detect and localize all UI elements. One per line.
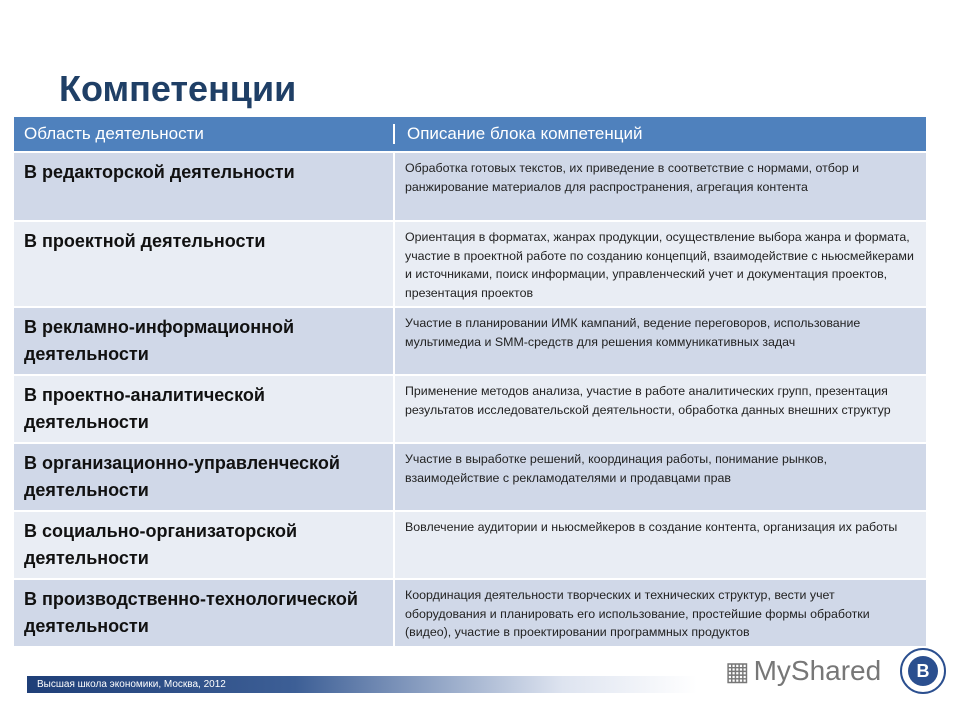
row-area: В проектной деятельности [14, 222, 395, 306]
presentation-icon: ▦ [725, 655, 750, 686]
row-area: В рекламно-информационной деятельности [14, 308, 395, 374]
university-seal-logo [900, 648, 946, 694]
header-description: Описание блока компетенций [407, 124, 643, 143]
row-area: В социально-организаторской деятельности [14, 512, 395, 578]
header-area: Область деятельности [14, 124, 395, 144]
row-description: Участие в выработке решений, координация работы, понимание рынков, взаимодействие с рекламодателями и продавцами прав [405, 452, 828, 485]
row-description: Обработка готовых текстов, их приведение в соответствие с нормами, отбор и ранжирование материалов для распространения, агрегация контента [405, 161, 860, 194]
competencies-table [14, 117, 926, 648]
row-area: В проектно-аналитической деятельности [14, 376, 395, 442]
watermark-logo [725, 655, 881, 687]
row-description: Координация деятельности творческих и технических структур, вести учет оборудования и планировать его использование, простейшие формы обработки (видео), участие в проектировании программных продуктов [405, 588, 870, 639]
watermark-text: MyShared [753, 655, 882, 686]
table-row [14, 222, 926, 308]
slide-title: Компетенции [59, 68, 297, 109]
row-area: В организационно-управленческой деятельности [14, 444, 395, 510]
row-description: Ориентация в форматах, жанрах продукции, осуществление выбора жанра и формата, участие в проектной работе по созданию концепций, взаимодействие с ньюсмейкерами и источниками, поиск информации, управленческий учет и документация проектов, презентация проектов [405, 230, 914, 300]
table-row [14, 153, 926, 222]
table-header [14, 117, 926, 153]
table-row [14, 512, 926, 580]
row-description: Применение методов анализа, участие в работе аналитических групп, презентация результатов исследовательской деятельности, обработка данных внешних структур [405, 384, 891, 417]
table-row [14, 444, 926, 512]
row-area: В производственно-технологической деятельности [14, 580, 395, 646]
table-row [14, 376, 926, 444]
footer-bar: Высшая школа экономики, Москва, 2012 [27, 676, 697, 693]
row-description: Участие в планировании ИМК кампаний, ведение переговоров, использование мультимедиа и SMM-средств для решения коммуникативных задач [405, 316, 861, 349]
table-row [14, 308, 926, 376]
seal-letter: В [908, 656, 938, 686]
row-area: В редакторской деятельности [14, 153, 395, 220]
row-description: Вовлечение аудитории и ньюсмейкеров в создание контента, организация их работы [405, 520, 898, 534]
table-row [14, 580, 926, 648]
